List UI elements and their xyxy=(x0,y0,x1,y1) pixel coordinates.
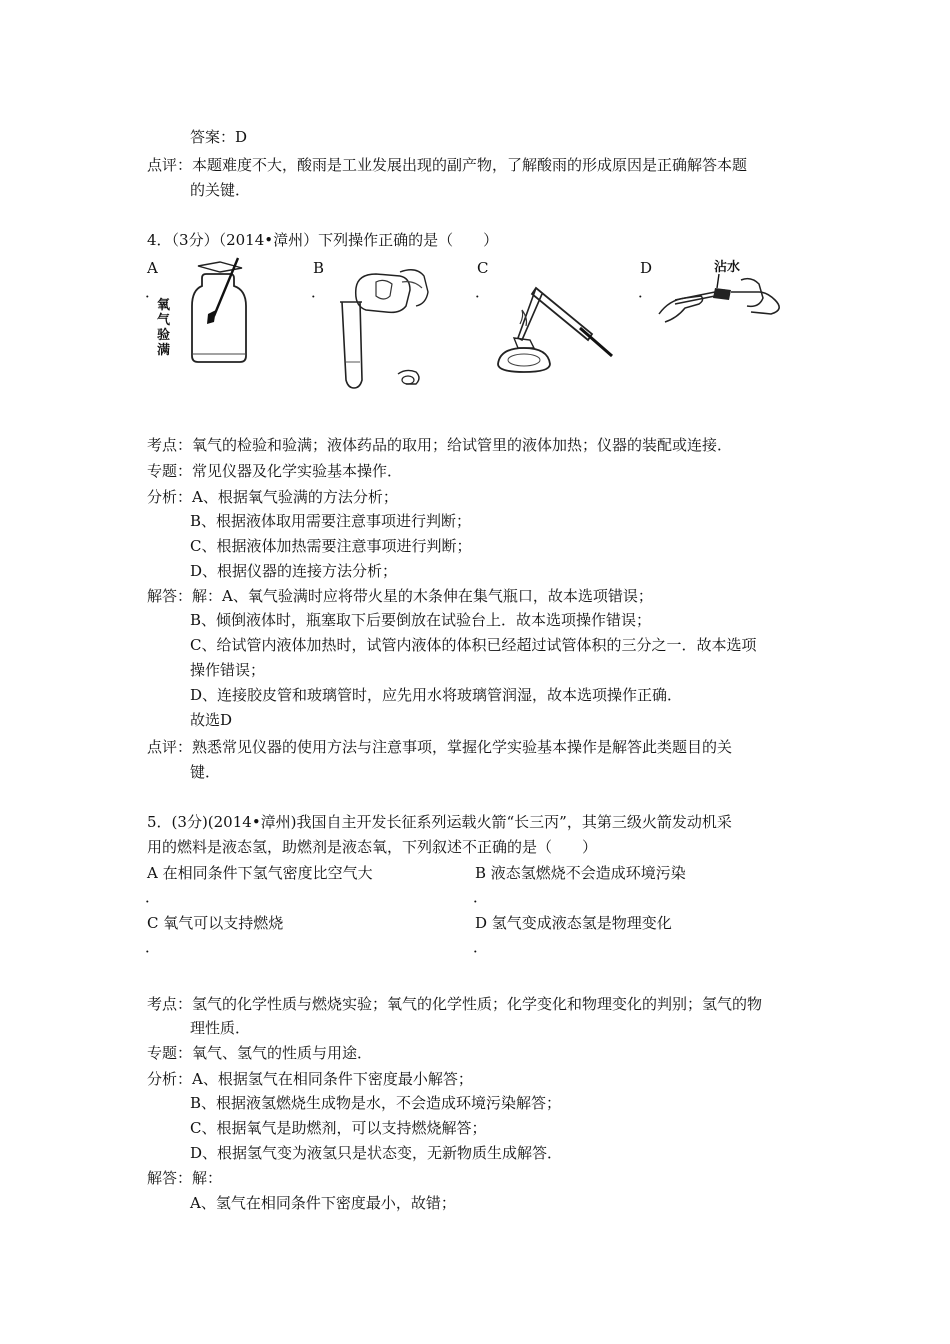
q4-stem: 4．（3分）（2014•漳州）下列操作正确的是（ ） xyxy=(147,231,499,249)
q5-kaodian-line-2: 理性质． xyxy=(190,1019,251,1037)
q5-jieda-line-2: A、氢气在相同条件下密度最小，故错； xyxy=(190,1194,456,1212)
q5-jieda-line-1: 解答：解： xyxy=(147,1169,223,1187)
q5-option-a: A 在相同条件下氢气密度比空气大 xyxy=(147,864,373,882)
q4-option-a-letter: A xyxy=(147,259,158,277)
q4-option-c-dot: ． xyxy=(475,283,491,301)
q4-jieda-line-2: B、倾倒液体时，瓶塞取下后要倒放在试验台上．故本选项操作错误； xyxy=(190,611,652,629)
q5-option-a-dot: ． xyxy=(145,888,161,906)
q5-fenxi-line-2: B、根据液氢燃烧生成物是水，不会造成环境污染解答； xyxy=(190,1094,562,1112)
q5-kaodian-line-1: 考点：氢气的化学性质与燃烧实验；氧气的化学性质；化学变化和物理变化的判别；氢气的物 xyxy=(147,995,763,1013)
figure-a-label: 氧 气 验 满 xyxy=(157,298,171,358)
q4-option-c-letter: C xyxy=(477,259,489,277)
prev-answer: 答案：D xyxy=(190,128,248,146)
q4-option-d-letter: D xyxy=(640,259,653,277)
q4-fenxi-line-4: D、根据仪器的连接方法分析； xyxy=(190,562,398,580)
q4-jieda-line-5: D、连接胶皮管和玻璃管时，应先用水将玻璃管润湿，故本选项操作正确． xyxy=(190,686,683,704)
heat-test-tube-alcohol-lamp-icon xyxy=(490,268,615,378)
q4-fenxi-line-2: B、根据液体取用需要注意事项进行判断； xyxy=(190,512,472,530)
q4-jieda-line-3: C、给试管内液体加热时，试管内液体的体积已经超过试管体积的三分之一．故本选项 xyxy=(190,636,757,654)
q5-option-b-dot: ． xyxy=(473,888,489,906)
prev-comment-line-1: 点评：本题难度不大，酸雨是工业发展出现的副产物，了解酸雨的形成原因是正确解答本题 xyxy=(147,156,748,174)
connect-rubber-tube-glass-tube-icon xyxy=(655,270,795,330)
q4-jieda-line-6: 故选D xyxy=(190,711,233,729)
q5-option-b: B 液态氢燃烧不会造成环境污染 xyxy=(475,864,686,882)
q5-fenxi-line-1: 分析：A、根据氢气在相同条件下密度最小解答； xyxy=(147,1070,473,1088)
q5-fenxi-line-3: C、根据氧气是助燃剂，可以支持燃烧解答； xyxy=(190,1119,487,1137)
q5-stem-line-1: 5．(3分)(2014•漳州)我国自主开发长征系列运载火箭“长三丙”，其第三级火箭发动机采 xyxy=(147,813,732,831)
q4-option-a-dot: ． xyxy=(145,283,161,301)
q4-fenxi-line-3: C、根据液体加热需要注意事项进行判断； xyxy=(190,537,472,555)
q5-option-c-dot: ． xyxy=(145,938,161,956)
q4-zhuanti: 专题：常见仪器及化学实验基本操作． xyxy=(147,462,403,480)
q5-option-c: C 氧气可以支持燃烧 xyxy=(147,914,284,932)
q4-option-d-dot: ． xyxy=(638,283,654,301)
q4-option-b-dot: ． xyxy=(311,283,327,301)
q5-option-d: D 氢气变成液态氢是物理变化 xyxy=(475,914,672,932)
q5-option-d-dot: ． xyxy=(473,938,489,956)
q4-kaodian: 考点：氧气的检验和验满；液体药品的取用；给试管里的液体加热；仪器的装配或连接． xyxy=(147,436,733,454)
q4-fenxi-line-1: 分析：A、根据氧气验满的方法分析； xyxy=(147,488,398,506)
q5-zhuanti: 专题：氧气、氢气的性质与用途． xyxy=(147,1044,373,1062)
pour-liquid-test-tube-icon xyxy=(330,262,440,392)
prev-comment-line-2: 的关键． xyxy=(190,181,251,199)
q5-stem-line-2: 用的燃料是液态氢，助燃剂是液态氧，下列叙述不正确的是（ ） xyxy=(147,838,598,856)
figure-d-label: 沾水 xyxy=(714,260,741,275)
q4-option-b-letter: B xyxy=(313,259,325,277)
q4-jieda-line-1: 解答：解：A、氧气验满时应将带火星的木条伸在集气瓶口，故本选项错误； xyxy=(147,587,653,605)
q4-jieda-line-4: 操作错误； xyxy=(190,661,266,679)
q4-dianping-line-1: 点评：熟悉常见仪器的使用方法与注意事项，掌握化学实验基本操作是解答此类题目的关 xyxy=(147,738,733,756)
q4-dianping-line-2: 键． xyxy=(190,763,221,781)
q5-fenxi-line-4: D、根据氢气变为液氢只是状态变，无新物质生成解答． xyxy=(190,1144,563,1162)
